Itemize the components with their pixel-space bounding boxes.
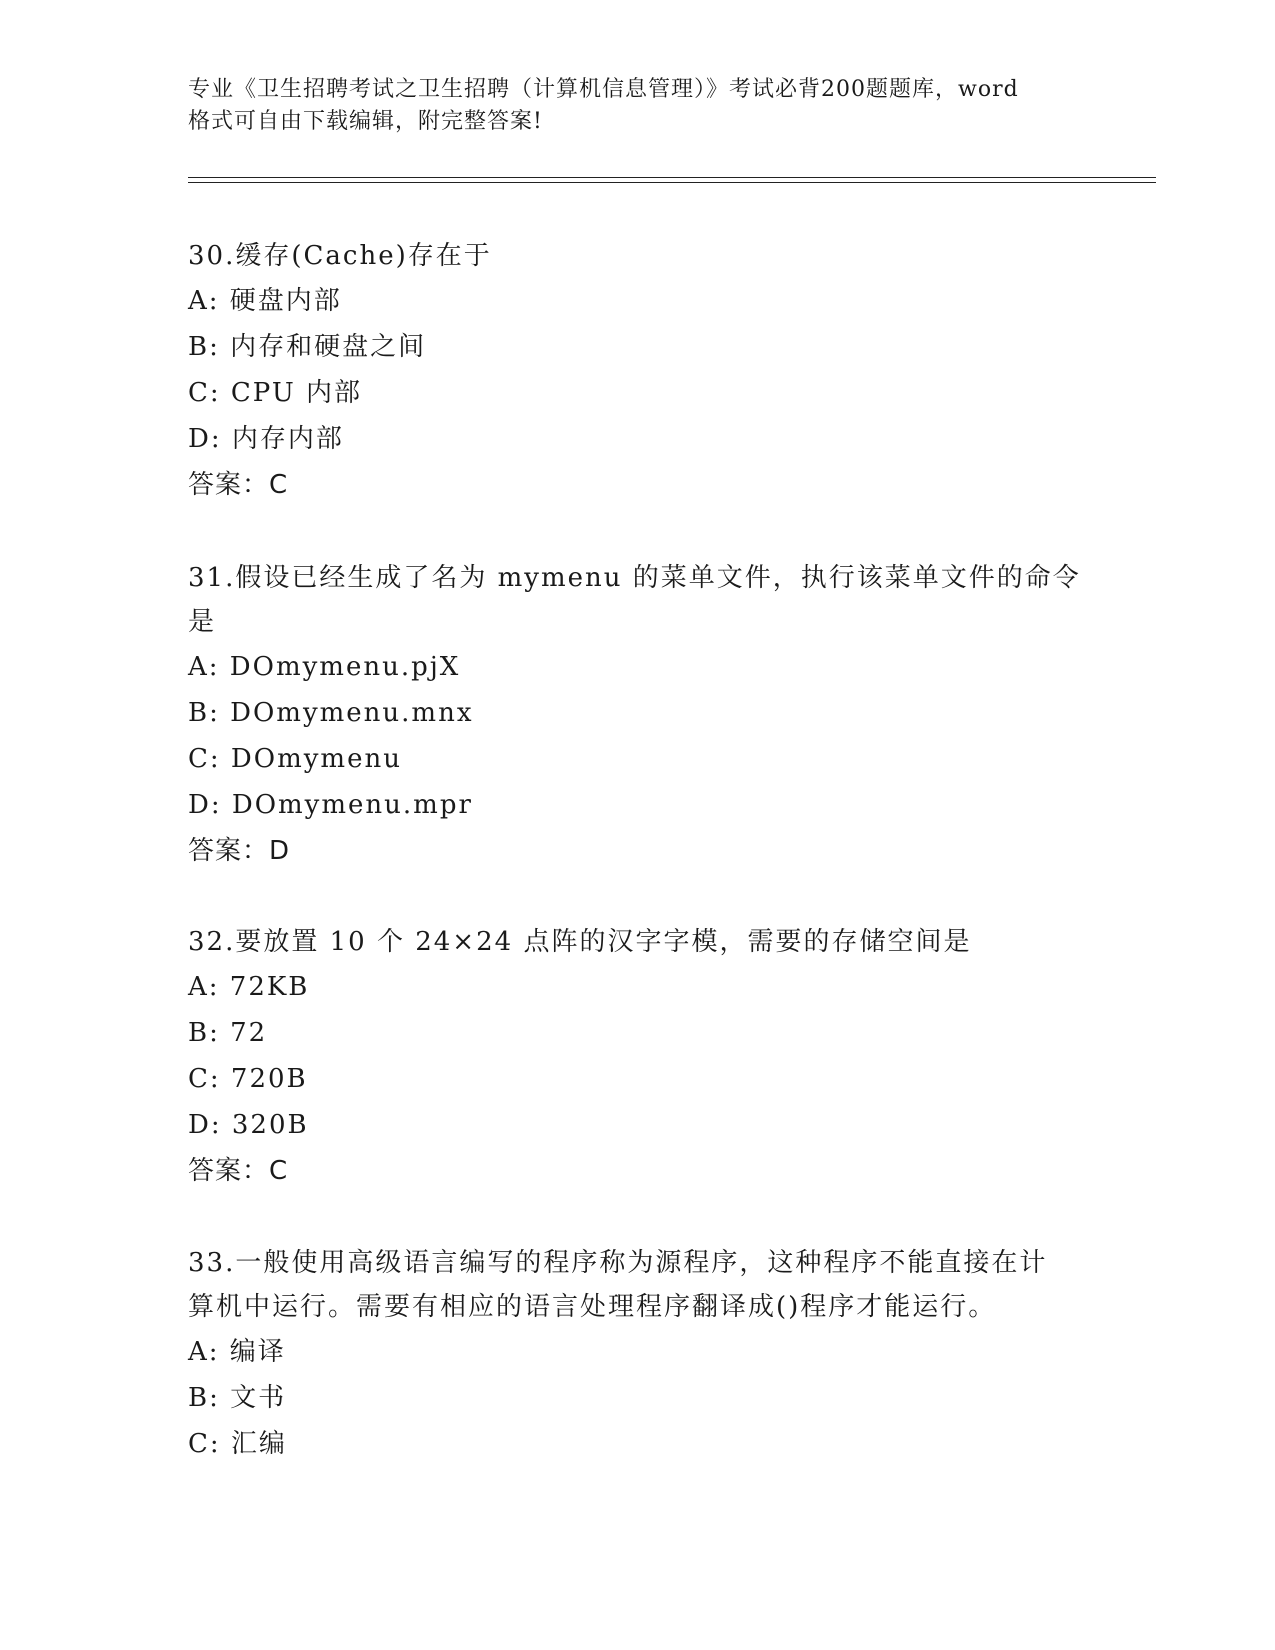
- question-stem: [188, 234, 1088, 278]
- question-stem-line: 33.一般使用高级语言编写的程序称为源程序，这种程序不能直接在计: [188, 1248, 1048, 1278]
- question-stem-line: 30.缓存(Cache)存在于: [188, 241, 492, 271]
- question-33: [188, 1241, 1088, 1467]
- option-c: C: DOmymenu: [188, 744, 402, 774]
- option-b: B: DOmymenu.mnx: [188, 698, 474, 728]
- option-b: B: 内存和硬盘之间: [188, 332, 427, 362]
- option-d: D: 320B: [188, 1110, 309, 1140]
- answer-key: 答案：D: [188, 836, 291, 866]
- header-divider-top: [188, 177, 1156, 178]
- question-stem: [188, 920, 1088, 964]
- question-stem: [188, 1241, 1088, 1329]
- option-a: A: 72KB: [188, 972, 310, 1002]
- document-header: [188, 74, 1088, 138]
- answer-key: 答案：C: [188, 470, 289, 500]
- question-32: [188, 920, 1088, 1194]
- option-b: B: 72: [188, 1018, 268, 1048]
- header-line-2: 格式可自由下载编辑，附完整答案!: [188, 109, 543, 134]
- option-a: A: DOmymenu.pjX: [188, 652, 461, 682]
- question-31: [188, 556, 1088, 874]
- question-stem-line: 是: [188, 607, 217, 637]
- option-d: D: DOmymenu.mpr: [188, 790, 473, 820]
- option-d: D: 内存内部: [188, 424, 344, 454]
- option-c: C: CPU 内部: [188, 378, 363, 408]
- question-stem-line: 算机中运行。需要有相应的语言处理程序翻译成()程序才能运行。: [188, 1292, 997, 1322]
- header-line-1: 专业《卫生招聘考试之卫生招聘（计算机信息管理）》考试必背200题题库，word: [188, 77, 1019, 102]
- question-stem: [188, 556, 1088, 644]
- question-stem-line: 32.要放置 10 个 24×24 点阵的汉字字模，需要的存储空间是: [188, 927, 972, 957]
- option-a: A: 硬盘内部: [188, 286, 342, 316]
- header-divider-bottom: [188, 182, 1156, 183]
- question-stem-line: 31.假设已经生成了名为 mymenu 的菜单文件，执行该菜单文件的命令: [188, 563, 1081, 593]
- option-b: B: 文书: [188, 1383, 287, 1413]
- option-a: A: 编译: [188, 1337, 286, 1367]
- question-30: [188, 234, 1088, 508]
- answer-key: 答案：C: [188, 1156, 289, 1186]
- option-c: C: 汇编: [188, 1429, 287, 1459]
- option-c: C: 720B: [188, 1064, 308, 1094]
